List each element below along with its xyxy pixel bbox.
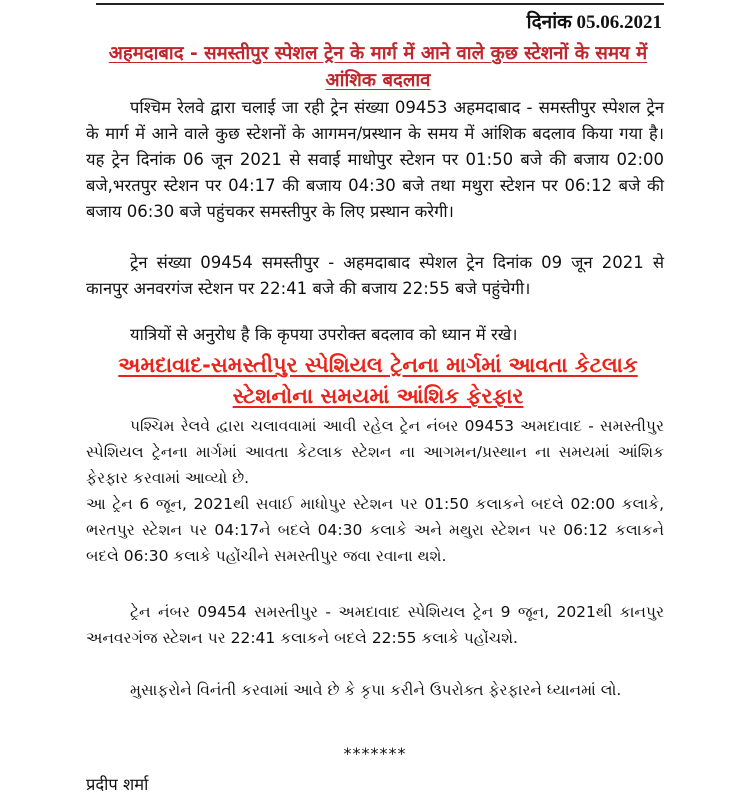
gujarati-paragraph-2: આ ટ્રેન 6 જૂન, 2021થી સવાઈ માધોપુર સ્ટેશન પર 01:50 કલાકને બદલે 02:00 કલાકે, ભરતપુર સ્ટેશન પર 04:17ને બદલે 04:30 કલાકે અને મથુરા સ્ટેશન પર 06:12 કલાકને બદલે 06:30 કલાકે પહોંચીને સમસ્તીપુર જવા રવાના થશે.: [86, 495, 664, 565]
hindi-paragraph-2: ट्रेन संख्या 09454 समस्तीपुर - अहमदाबाद स्पेशल ट्रेन दिनांक 09 जून 2021 से कानपुर अनवरगंज स्टेशन पर 22:41 बजे की बजाय 22:55 बजे पहुंचेगी।: [86, 253, 664, 298]
date-line: दिनांक 05.06.2021: [526, 12, 662, 33]
top-rule: [96, 3, 664, 5]
gujarati-paragraph-4: મુસાફરોને વિનંતી કરવામાં આવે છે કે કૃપા કરીને ઉપરોક્ત ફેરફારને ધ્યાનમાં લો.: [130, 681, 622, 699]
gujarati-paragraph-3: ટ્રેન નંબર 09454 સમસ્તીપુર - અમદાવાદ સ્પેશિયલ ટ્રેન 9 જૂન, 2021થી કાનપુર અનવરગંજ સ્ટેશન પર 22:41 કલાકને બદલે 22:55 કલાકે પહોંચશે.: [86, 603, 664, 647]
signature: प्रदीप शर्मा: [86, 775, 149, 794]
hindi-paragraph-3: यात्रियों से अनुरोध है कि कृपया उपरोक्त बदलाव को ध्यान में रखे।: [130, 325, 518, 344]
hindi-paragraph-1: पश्चिम रेलवे द्वारा चलाई जा रही ट्रेन संख्या 09453 अहमदाबाद - समस्तीपुर स्पेशल ट्रेन के मार्ग में आने वाले कुछ स्टेशनों के आगमन/प्रस्थान के समय में आंशिक बदलाव किया गया है। यह ट्रेन दिनांक 06 जून 2021 से सवाई माधोपुर स्टेशन पर 01:50 बजे की बजाय 02:00 बजे,भरतपुर स्टेशन पर 04:17 की बजाय 04:30 बजे तथा मथुरा स्टेशन पर 06:12 बजे की बजाय 06:30 बजे पहुंचकर समस्तीपुर के लिए प्रस्थान करेगी।: [86, 98, 664, 221]
gujarati-title: અમદાવાદ-સમસ્તીપુર સ્પેશિયલ ટ્રેનના માર્ગમાં આવતા કેટલાક સ્ટેશનોના સમયમાં આંશિક ફેરફાર: [118, 353, 638, 408]
gujarati-paragraph-1: પશ્ચિમ રેલવે દ્વારા ચલાવવામાં આવી રહેલ ટ્રેન નંબર 09453 અમદાવાદ - સમસ્તીપુર સ્પેશિયલ ટ્રેનના માર્ગમાં આવતા કેટલાક સ્ટેશન ના આગમન/પ્રસ્થાન ના સમયમાં આંશિક ફેરફાર કરવામાં આવ્યો છે.: [86, 417, 664, 487]
separator: *******: [343, 744, 407, 763]
hindi-title: अहमदाबाद - समस्तीपुर स्पेशल ट्रेन के मार्ग में आने वाले कुछ स्टेशनों के समय में आंशिक बदलाव: [108, 43, 648, 91]
